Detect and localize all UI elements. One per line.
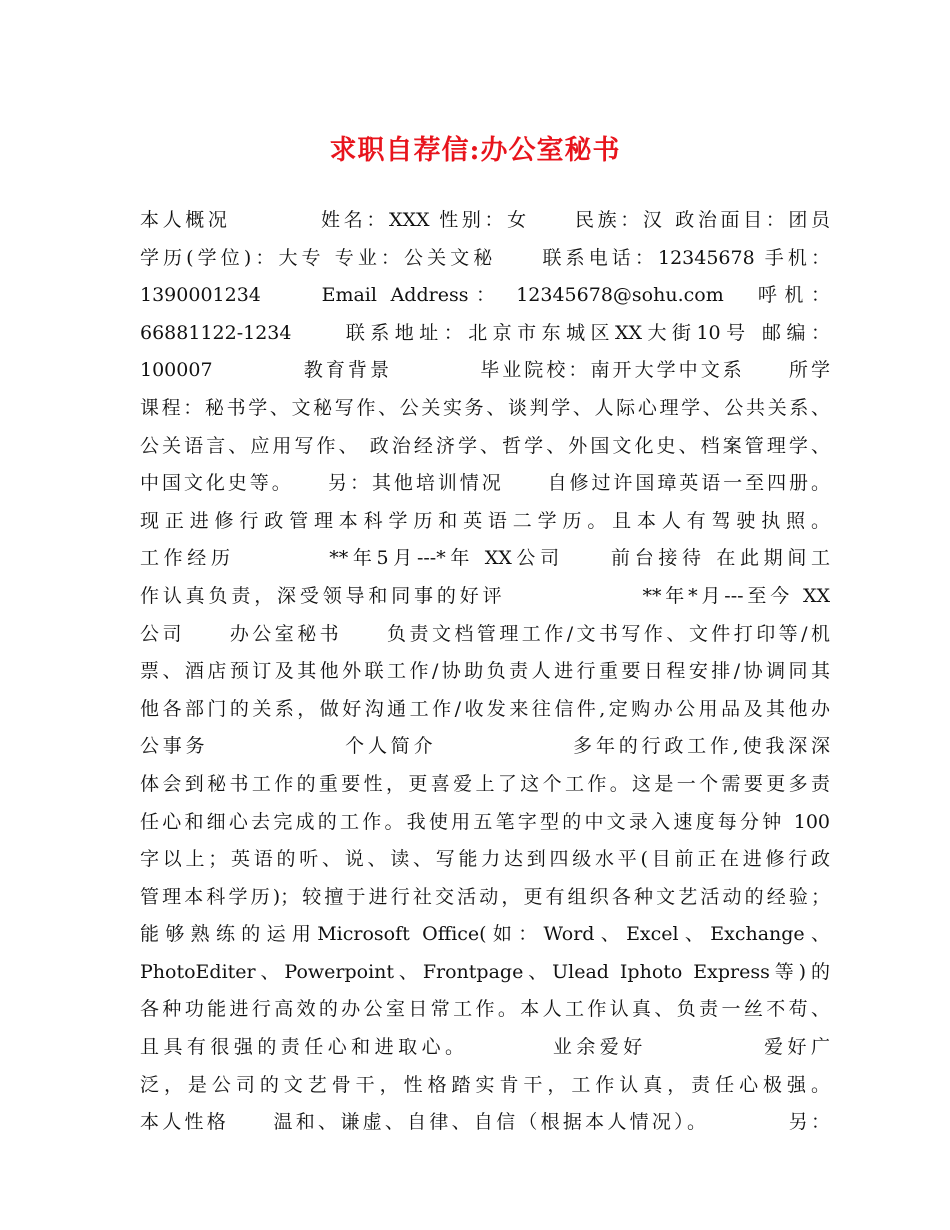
body-line: 1390001234 Email Address： 12345678@sohu.com 呼机：: [140, 284, 830, 307]
body-line: 管理本科学历)；较擅于进行社交活动，更有组织各种文艺活动的经验；: [140, 885, 830, 908]
body-line: 且具有很强的责任心和进取心。 业余爱好 爱好广: [140, 1036, 830, 1059]
body-line: 公关语言、应用写作、 政治经济学、哲学、外国文化史、档案管理学、: [140, 434, 830, 457]
body-line: 能够熟练的运用Microsoft Office(如：Word、Excel、Exchange、: [140, 923, 830, 946]
body-line: 课程：秘书学、文秘写作、公关实务、谈判学、人际心理学、公共关系、: [140, 396, 830, 419]
body-line: 作认真负责，深受领导和同事的好评 **年*月---至今 XX: [140, 584, 830, 607]
body-line: 字以上；英语的听、说、读、写能力达到四级水平(目前正在进修行政: [140, 848, 830, 871]
document-title: 求职自荐信:办公室秘书: [329, 135, 621, 166]
body-line: 现正进修行政管理本科学历和英语二学历。且本人有驾驶执照。: [140, 509, 830, 532]
body-line: 任心和细心去完成的工作。我使用五笔字型的中文录入速度每分钟 100: [140, 810, 830, 833]
body-line: 本人概况 姓名：XXX 性别：女 民族：汉 政治面目：团员: [140, 209, 830, 231]
body-line: 66881122-1234 联系地址：北京市东城区XX大街10号 邮编：: [140, 321, 830, 344]
body-line: 各种功能进行高效的办公室日常工作。本人工作认真、负责一丝不苟、: [140, 998, 830, 1021]
body-line: 100007 教育背景 毕业院校：南开大学中文系 所学: [140, 359, 830, 382]
body-line: 工作经历 **年5月---*年 XX公司 前台接待 在此期间工: [140, 547, 830, 570]
body-line: PhotoEditer、Powerpoint、Frontpage、Ulead Iphoto Express等)的: [140, 960, 830, 983]
letter-body: [140, 202, 830, 1142]
body-line: 本人性格 温和、谦虚、自律、自信（根据本人情况）。 另：: [140, 1111, 830, 1134]
body-line: 学历(学位)：大专 专业：公关文秘 联系电话：12345678 手机：: [140, 246, 830, 269]
body-line: 公司 办公室秘书 负责文档管理工作/文书写作、文件打印等/机: [140, 622, 830, 645]
body-line: 他各部门的关系，做好沟通工作/收发来往信件,定购办公用品及其他办: [140, 697, 830, 720]
body-line: 体会到秘书工作的重要性，更喜爱上了这个工作。这是一个需要更多责: [140, 772, 830, 795]
body-line: 中国文化史等。 另：其他培训情况 自修过许国璋英语一至四册。: [140, 472, 830, 495]
body-line: 泛，是公司的文艺骨干，性格踏实肯干，工作认真，责任心极强。: [140, 1073, 830, 1096]
body-line: 公事务 个人简介 多年的行政工作,使我深深: [140, 735, 830, 758]
body-line: 票、酒店预订及其他外联工作/协助负责人进行重要日程安排/协调同其: [140, 660, 830, 683]
